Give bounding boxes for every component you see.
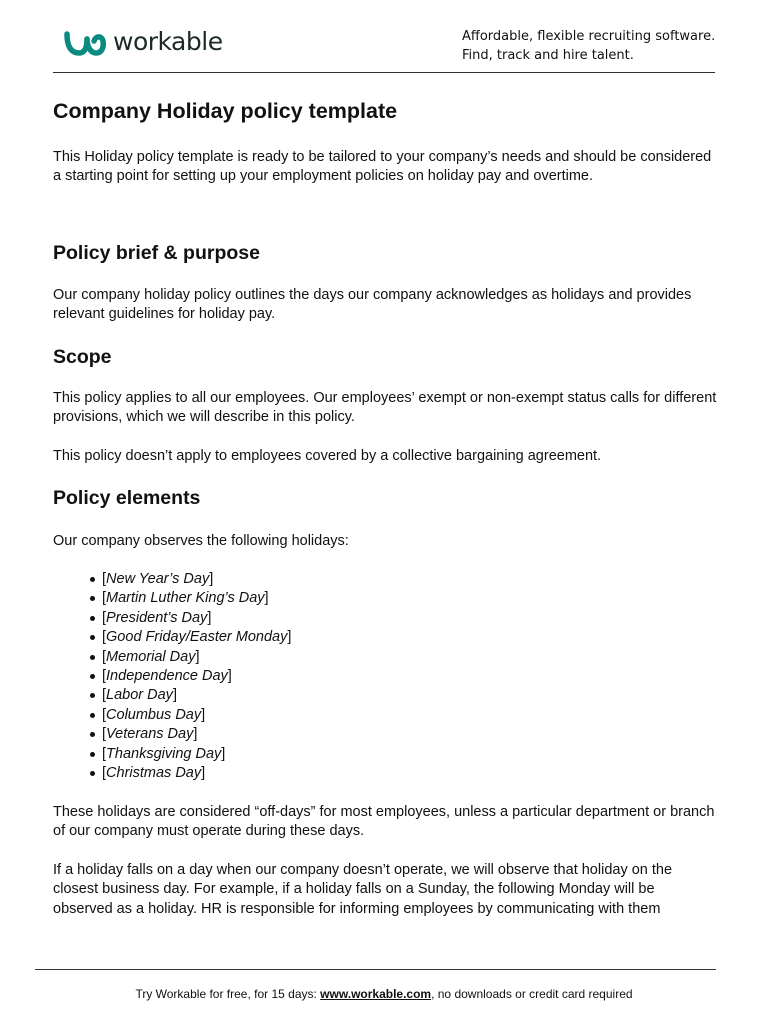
header-divider [53,72,715,73]
bullet-icon [90,616,95,621]
bullet-icon [90,732,95,737]
list-item: [President’s Day] [53,609,291,628]
footer-divider [35,969,716,970]
page-header [0,0,768,74]
list-item: [Thanksgiving Day] [53,745,291,764]
bullet-icon [90,655,95,660]
list-item: [Veterans Day] [53,725,291,744]
policy-elements-intro: Our company observes the following holidays: [53,533,349,549]
list-item: [Christmas Day] [53,764,291,783]
workable-website-link[interactable]: www.workable.com [320,987,432,1001]
intro-paragraph: This Holiday policy template is ready to be tailored to your company’s needs and should be considered a starting point for setting up your employment policies on holiday pay and overtime. [53,149,712,185]
page-title: Company Holiday policy template [53,99,398,123]
bullet-icon [90,674,95,679]
logo-wordmark: workable [113,27,223,56]
list-item: [New Year’s Day] [53,570,291,589]
page-footer [0,987,768,1001]
tagline-line-2: Find, track and hire talent. [462,48,634,63]
closest-business-day-paragraph: If a holiday falls on a day when our company doesn’t operate, we will observe that holiday on the closest business day. For example, if a holiday falls on a Sunday, the following Monday will be observed as a holiday. HR is responsible for informing employees by communicating with them [53,862,673,917]
section-heading-scope: Scope [53,346,112,368]
footer-prefix: Try Workable for free, for 15 days: [135,987,321,1001]
list-item: [Columbus Day] [53,706,291,725]
list-item: [Independence Day] [53,667,291,686]
off-days-paragraph: These holidays are considered “off-days” for most employees, unless a particular department or branch of our company must operate during these days. [53,804,715,840]
bullet-icon [90,635,95,640]
scope-paragraph-1: This policy applies to all our employees. Our employees’ exempt or non-exempt status calls for different provisions, which we will describe in this policy. [53,390,717,426]
bullet-icon [90,752,95,757]
tagline-line-1: Affordable, flexible recruiting software. [462,29,716,44]
bullet-icon [90,771,95,776]
list-item: [Memorial Day] [53,648,291,667]
list-item: [Martin Luther King’s Day] [53,589,291,608]
list-item: [Good Friday/Easter Monday] [53,628,291,647]
workable-logo[interactable] [63,28,223,57]
bullet-icon [90,577,95,582]
footer-suffix: , no downloads or credit card required [431,987,633,1001]
bullet-icon [90,693,95,698]
bullet-icon [90,713,95,718]
section-heading-policy-brief: Policy brief & purpose [53,242,260,264]
holiday-list [53,570,291,783]
scope-paragraph-2: This policy doesn’t apply to employees covered by a collective bargaining agreement. [53,448,602,464]
list-item: [Labor Day] [53,686,291,705]
header-tagline [462,27,715,65]
bullet-icon [90,596,95,601]
workable-logo-icon [63,29,107,57]
section-heading-policy-elements: Policy elements [53,487,201,509]
policy-brief-paragraph: Our company holiday policy outlines the days our company acknowledges as holidays and provides relevant guidelines for holiday pay. [53,287,692,323]
